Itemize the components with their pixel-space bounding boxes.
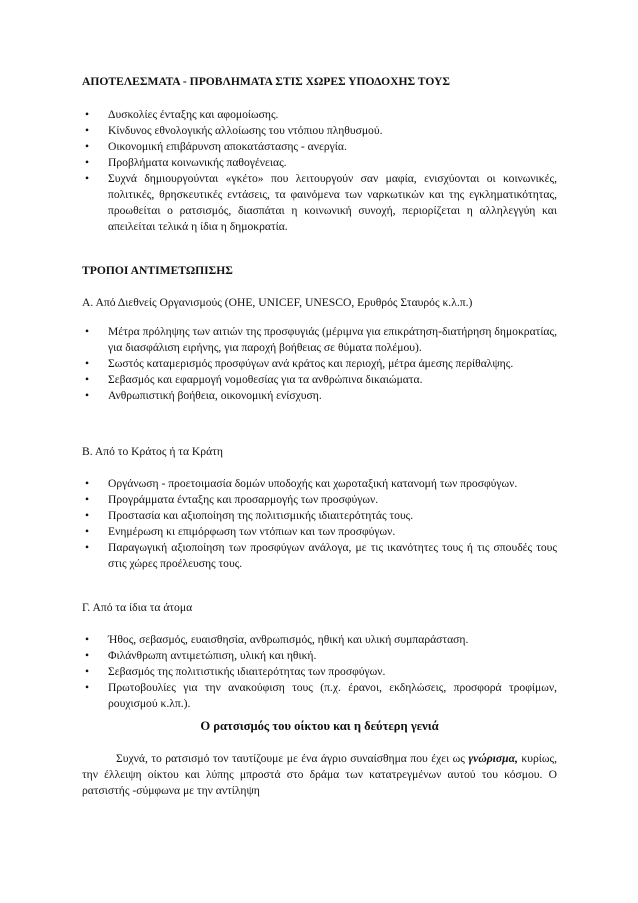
list-item: • Προγράμματα ένταξης και προσαρμογής των προσφύγων. [82, 492, 557, 508]
list-item: • Πρωτοβουλίες για την ανακούφιση τους (π.χ. έρανοι, εκδηλώσεις, προσφορά τροφίμων, ρουχισμού κ.λπ.). [82, 680, 557, 712]
list-item: • Συχνά δημιουργούνται «γκέτο» που λειτουργούν σαν μαφία, ενισχύονται οι κοινωνικές, πολιτικές, θρησκευτικές εντάσεις, τα φαινόμενα των ναρκωτικών και της εγκληματικότητας, προωθείται ο ρατσισμός, διασπάται η κοινωνική συνοχή, περιορίζεται η αλληλεγγύη και απειλείται τελικά η ίδια η δημοκρατία. [82, 171, 557, 235]
results-heading: ΑΠΟΤΕΛΕΣΜΑΤΑ - ΠΡΟΒΛΗΜΑΤΑ ΣΤΙΣ ΧΩΡΕΣ ΥΠΟΔΟΧΗΣ ΤΟΥΣ [82, 75, 450, 88]
list-item: • Κίνδυνος εθνολογικής αλλοίωσης του ντόπιου πληθυσμού. [82, 123, 557, 139]
results-list [82, 107, 557, 235]
paragraph-emphasis: γνώρισμα, [468, 752, 518, 765]
list-item: • Ήθος, σεβασμός, ευαισθησία, ανθρωπισμός, ηθική και υλική συμπαράσταση. [82, 632, 557, 648]
list-item: • Παραγωγική αξιοποίηση των προσφύγων ανάλογα, με τις ικανότητες τους ή τις σπουδές τους στις χώρες προέλευσης τους. [82, 540, 557, 572]
body-paragraph [82, 751, 557, 799]
section-c-list [82, 632, 557, 712]
list-item: • Φιλάνθρωπη αντιμετώπιση, υλική και ηθική. [82, 648, 557, 664]
section-a-title: Α. Από Διεθνείς Οργανισμούς (ΟΗΕ, UNICEF, UNESCO, Ερυθρός Σταυρός κ.λ.π.) [82, 296, 473, 309]
list-item: • Σεβασμός της πολιτιστικής ιδιαιτερότητας των προσφύγων. [82, 664, 557, 680]
list-item: • Μέτρα πρόληψης των αιτιών της προσφυγιάς (μέριμνα για επικράτηση-διατήρηση δημοκρατίας, για διασφάλιση ειρήνης, για παροχή βοήθειας σε θύματα πολέμου). [82, 324, 557, 356]
paragraph-start: Συχνά, το ρατσισμό τον ταυτίζουμε με ένα άγριο συναίσθημα που έχει ως [116, 752, 469, 765]
list-item: • Οργάνωση - προετοιμασία δομών υποδοχής και χωροταξική κατανομή των προσφύγων. [82, 476, 557, 492]
list-item: • Σωστός καταμερισμός προσφύγων ανά κράτος και περιοχή, μέτρα άμεσης περίθαλψης. [82, 356, 557, 372]
section-c-title: Γ. Από τα ίδια τα άτομα [82, 601, 193, 614]
list-item: • Οικονομική επιβάρυνση αποκατάστασης - ανεργία. [82, 139, 557, 155]
list-item: • Ενημέρωση κι επιμόρφωση των ντόπιων και των προσφύγων. [82, 524, 557, 540]
list-item: • Ανθρωπιστική βοήθεια, οικονομική ενίσχυση. [82, 388, 557, 404]
article-subtitle: Ο ρατσισμός του οίκτου και η δεύτερη γενιά [200, 719, 439, 733]
paragraph-rest: κυρίως, την έλλειψη οίκτου και λύπης μπροστά στο δράμα των κατατρεγμένων αυτού του κόσμου. Ο ρατσιστής -σύμφωνα με την αντίληψη [82, 752, 557, 797]
section-b-list [82, 476, 557, 572]
section-a-list [82, 324, 557, 404]
list-item: • Προβλήματα κοινωνικής παθογένειας. [82, 155, 557, 171]
list-item: • Σεβασμός και εφαρμογή νομοθεσίας για τα ανθρώπινα δικαιώματα. [82, 372, 557, 388]
list-item: • Προστασία και αξιοποίηση της πολιτισμικής ιδιαιτερότητάς τους. [82, 508, 557, 524]
methods-heading: ΤΡΟΠΟΙ ΑΝΤΙΜΕΤΩΠΙΣΗΣ [82, 264, 233, 277]
section-b-title: Β. Από το Κράτος ή τα Κράτη [82, 445, 223, 458]
list-item: • Δυσκολίες ένταξης και αφομοίωσης. [82, 107, 557, 123]
